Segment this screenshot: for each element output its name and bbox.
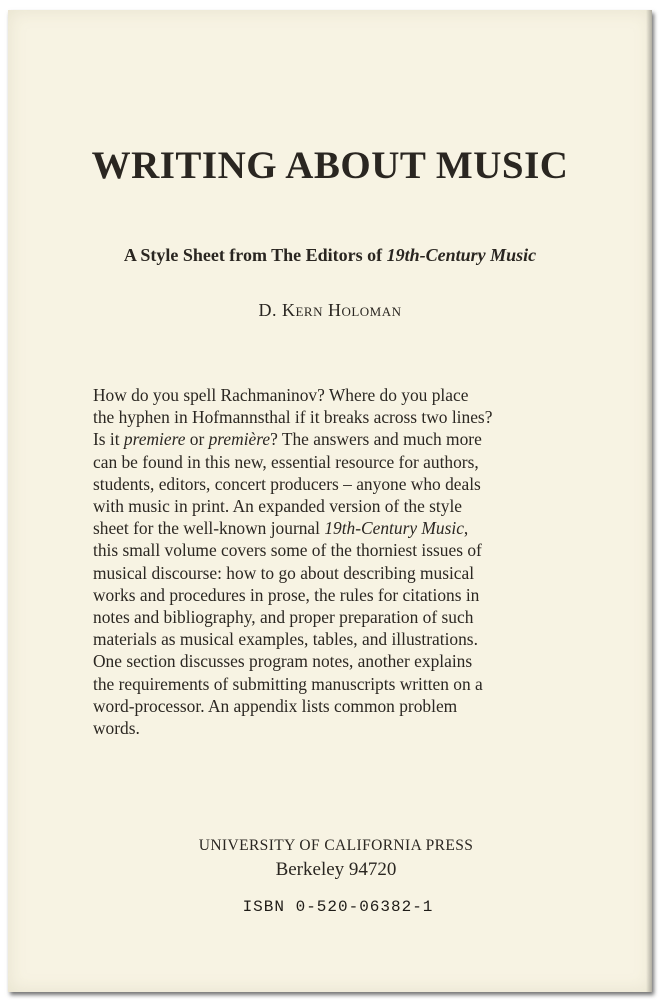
publisher-name: UNIVERSITY OF CALIFORNIA PRESS	[198, 837, 474, 854]
description-line: words.	[93, 718, 140, 739]
description-line: One section discusses program notes, another explains	[93, 651, 473, 672]
text-run: sheet for the well-known journal	[93, 518, 325, 539]
description-line: musical discourse: how to go about describing musical	[93, 562, 475, 583]
text-run-italic: 19th-Century Music	[324, 518, 464, 539]
text-run: ,	[463, 518, 469, 539]
journal-name: 19th-Century Music	[386, 245, 537, 265]
description-line: materials as musical examples, tables, and illustrations.	[93, 629, 478, 650]
description-line: notes and bibliography, and proper preparation of such	[93, 607, 474, 628]
text-run-italic: première	[208, 429, 271, 450]
book-title: WRITING ABOUT MUSIC	[91, 144, 569, 187]
description-line	[93, 428, 641, 450]
description-line	[93, 517, 641, 539]
description-line: with music in print. An expanded version of the style	[93, 496, 463, 517]
description-line: the requirements of submitting manuscripts written on a	[93, 673, 483, 694]
description-line: works and procedures in prose, the rules for citations in	[93, 584, 480, 605]
text-run: Is it	[93, 429, 124, 450]
description-line: students, editors, concert producers – anyone who deals	[93, 473, 481, 494]
description-line: the hyphen in Hofmannsthal if it breaks across two lines?	[93, 407, 493, 428]
description-paragraph	[93, 384, 641, 739]
author-name: D. Kern Holoman	[258, 300, 402, 320]
text-run: or	[185, 429, 209, 450]
publisher-city: Berkeley 94720	[275, 859, 397, 880]
book-back-cover	[8, 10, 652, 992]
description-line: word-processor. An appendix lists common problem	[93, 695, 458, 716]
book-subtitle	[8, 245, 652, 266]
text-run: ? The answers and much more	[270, 429, 482, 450]
description-line: this small volume covers some of the thorniest issues of	[93, 540, 482, 561]
description-line: can be found in this new, essential resource for authors,	[93, 451, 479, 472]
isbn-number: ISBN 0-520-06382-1	[242, 898, 434, 916]
description-line: How do you spell Rachmaninov? Where do you place	[93, 385, 469, 405]
text-run-italic: premiere	[123, 429, 186, 450]
subtitle-text: A Style Sheet from The Editors of	[123, 245, 387, 265]
